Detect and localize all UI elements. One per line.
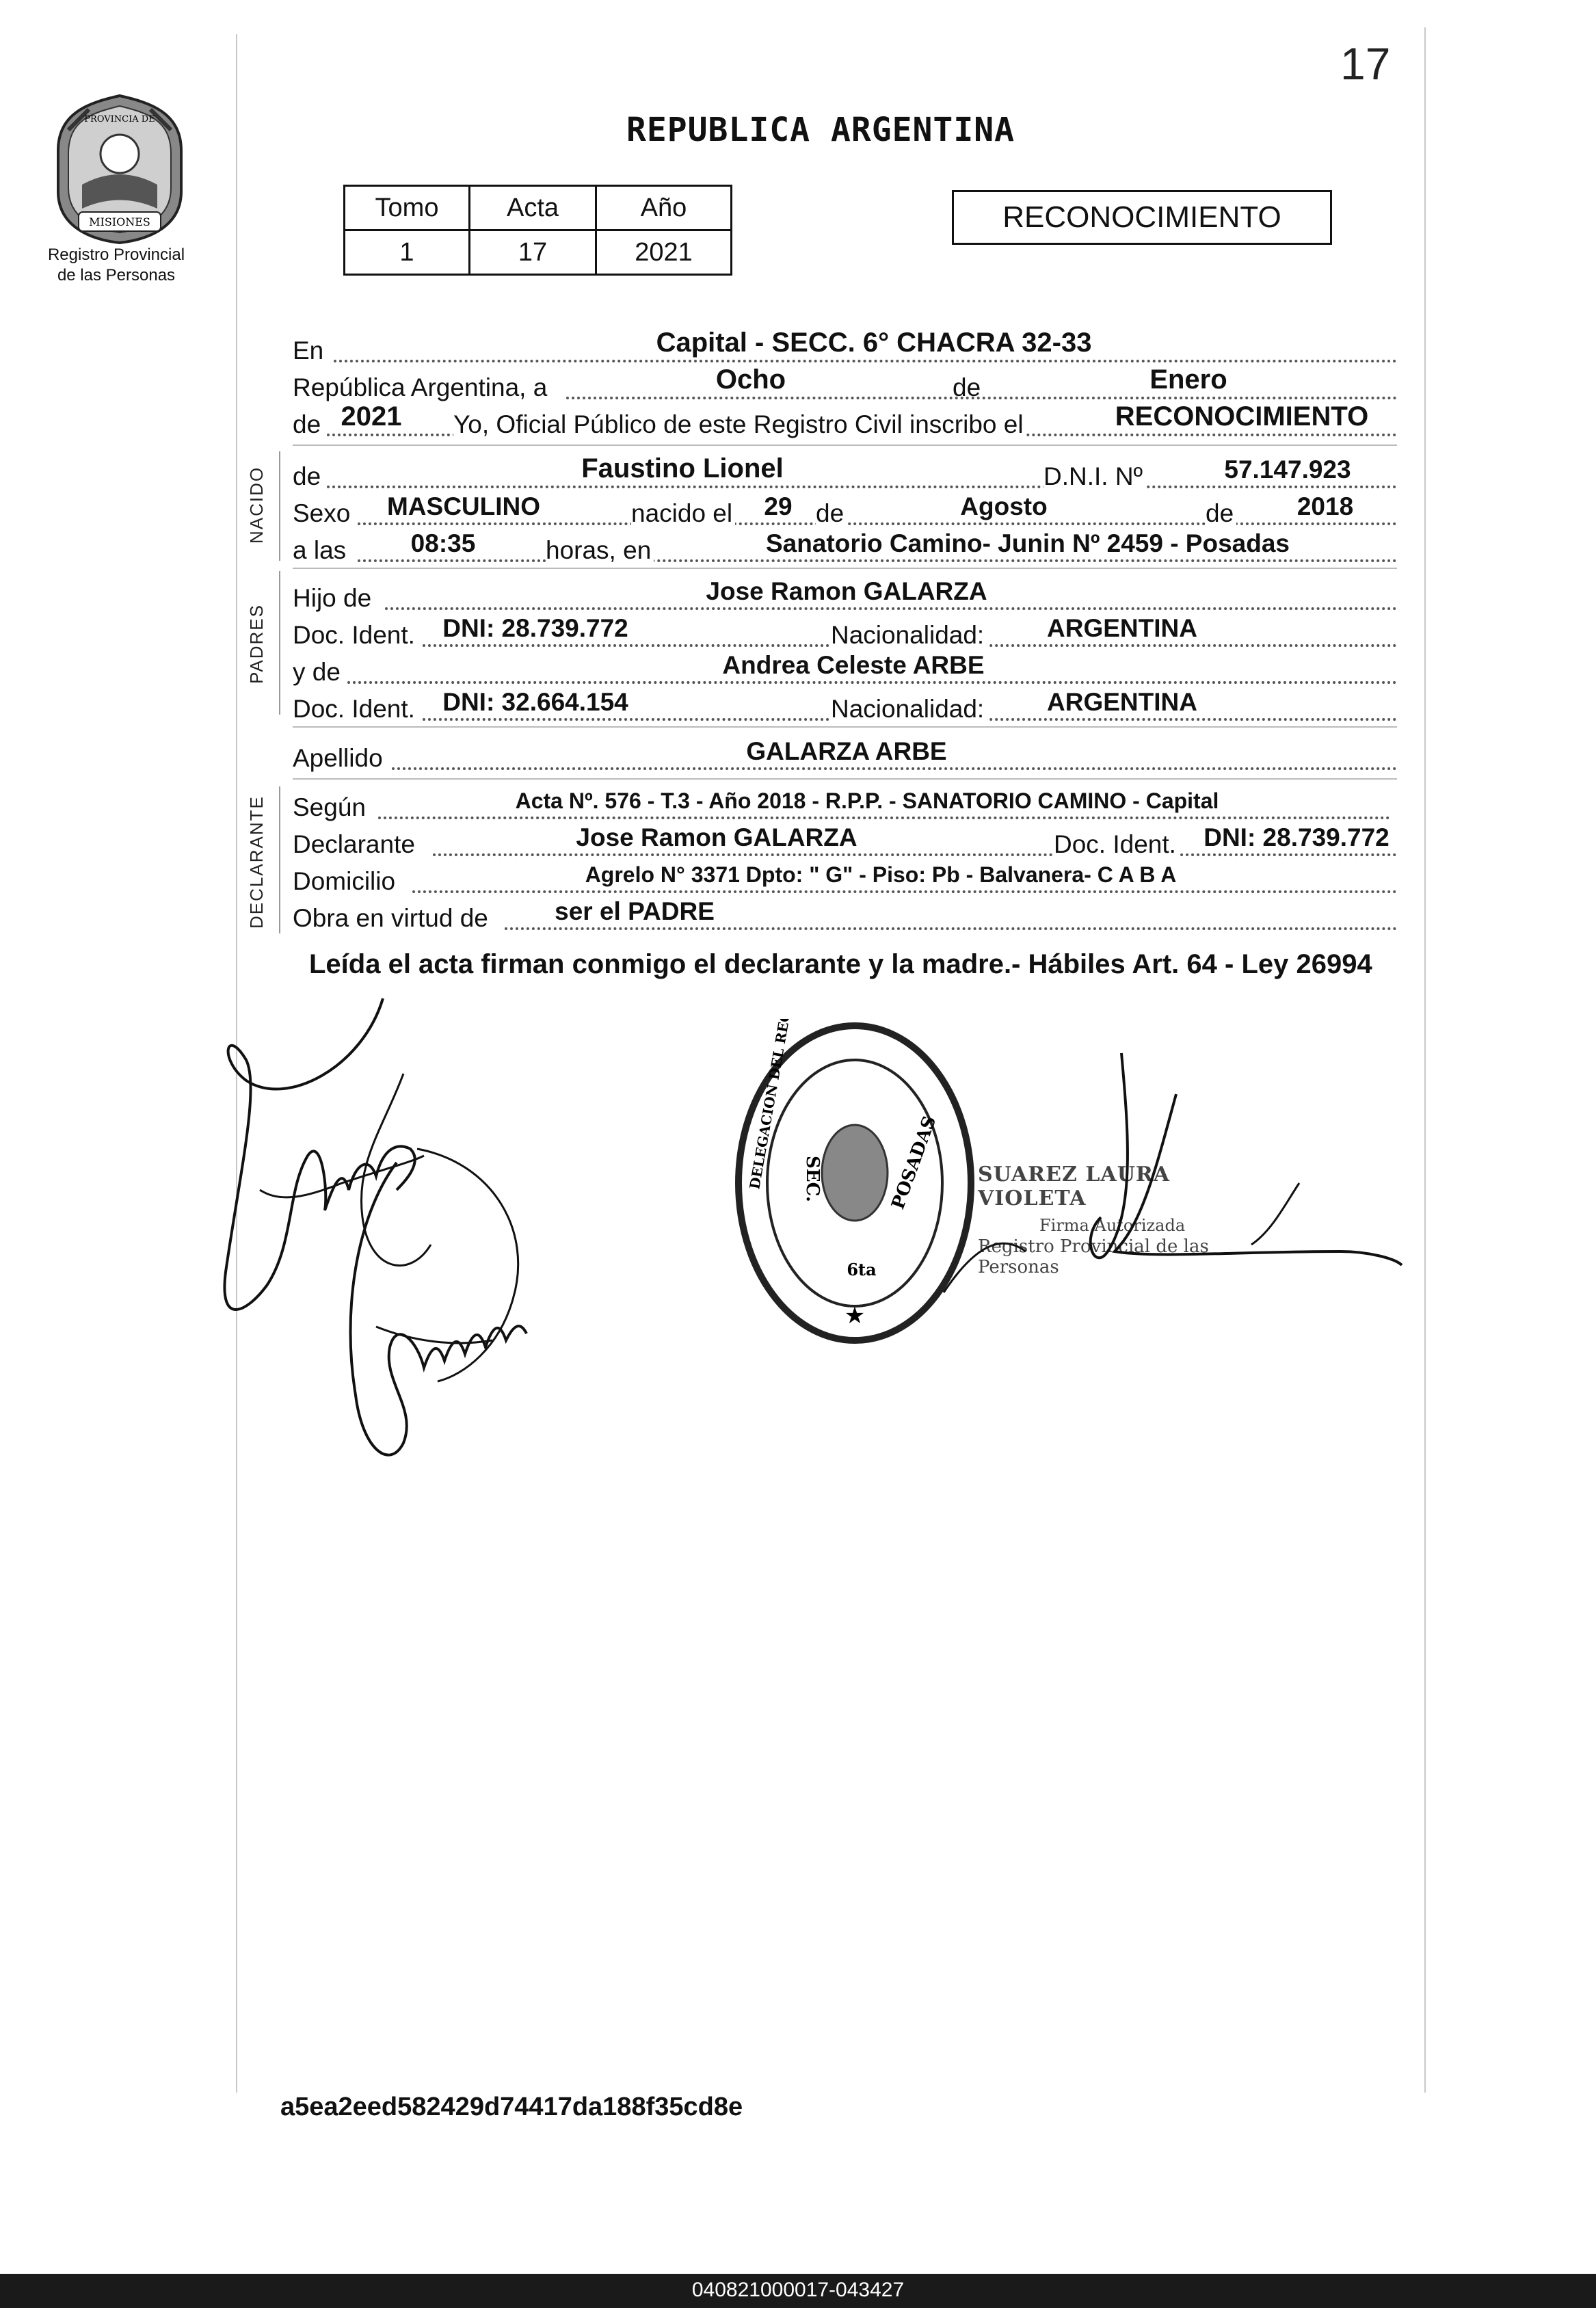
label-apellido: Apellido	[293, 744, 386, 773]
value-madre-doc: DNI: 32.664.154	[442, 688, 628, 716]
official-signature	[930, 1046, 1409, 1306]
mother-signature	[315, 1122, 561, 1491]
row-oficial	[293, 401, 1397, 439]
value-domicilio: Agrelo N° 3371 Dpto: " G" - Piso: Pb - Balvanera- C A B A	[585, 862, 1177, 887]
value-dni: 57.147.923	[1224, 455, 1351, 483]
reference-header-row	[345, 186, 732, 230]
value-declarante-doc: DNI: 28.739.772	[1203, 823, 1389, 851]
row-nombre	[293, 453, 1397, 491]
label-doc-ident-2: Doc. Ident.	[293, 695, 418, 724]
label-de-mes: de	[816, 499, 847, 528]
registro-line-2: de las Personas	[57, 266, 176, 284]
section-label-declarante: DECLARANTE	[246, 795, 267, 929]
row-segun	[293, 788, 1397, 822]
document-hash: a5ea2eed582429d74417da188f35cd8e	[280, 2093, 743, 2121]
value-segun: Acta Nº. 576 - T.3 - Año 2018 - R.P.P. - SANATORIO CAMINO - Capital	[515, 788, 1219, 813]
row-padre	[293, 579, 1397, 613]
label-domicilio: Domicilio	[293, 867, 398, 896]
crest-top-text: PROVINCIA DE	[84, 114, 155, 124]
acta-header: Acta	[470, 186, 596, 230]
stamp-star-icon: ★	[844, 1303, 866, 1329]
closing-text: Leída el acta firman conmigo el declarante y la madre.- Hábiles Art. 64 - Ley 26994	[309, 949, 1372, 979]
row-domicilio	[293, 862, 1397, 896]
label-doc-ident-decl: Doc. Ident.	[1054, 830, 1179, 859]
anio-header: Año	[596, 186, 732, 230]
label-nacionalidad-1: Nacionalidad:	[831, 621, 987, 650]
row-obra	[293, 899, 1397, 933]
value-nac-dia: 29	[764, 492, 793, 520]
declarante-bracket	[279, 786, 280, 933]
label-hijo-de: Hijo de	[293, 584, 374, 613]
row-declarante	[293, 825, 1397, 859]
rule-3	[293, 726, 1397, 728]
value-hora: 08:35	[410, 529, 476, 557]
label-y-de: y de	[293, 658, 343, 687]
act-type-box: RECONOCIMIENTO	[952, 190, 1332, 245]
reference-value-row	[345, 230, 732, 275]
row-en	[293, 328, 1397, 365]
stamp-sec-num: 6ta	[847, 1260, 877, 1279]
row-hora	[293, 531, 1397, 565]
value-sexo: MASCULINO	[386, 492, 541, 520]
nacido-bracket	[279, 451, 280, 561]
tomo-value: 1	[345, 230, 470, 275]
value-dia: Ocho	[715, 364, 786, 395]
label-horas-en: horas, en	[546, 536, 654, 565]
label-de-anio: de	[1206, 499, 1236, 528]
stamp-city: POSADAS	[888, 1113, 941, 1212]
row-madre-doc	[293, 689, 1397, 724]
label-doc-ident-1: Doc. Ident.	[293, 621, 418, 650]
document-title: REPUBLICA ARGENTINA	[626, 111, 1015, 149]
province-emblem	[48, 89, 191, 246]
row-padre-doc	[293, 615, 1397, 650]
value-apellido: GALARZA ARBE	[746, 737, 947, 765]
label-segun: Según	[293, 793, 369, 822]
padres-bracket	[279, 571, 280, 715]
value-nac-anio: 2018	[1296, 492, 1354, 520]
label-dni: D.N.I. Nº	[1043, 462, 1145, 491]
label-en: En	[293, 336, 326, 365]
authorized-line1: Firma Autorizada	[1039, 1216, 1186, 1235]
value-madre-nac: ARGENTINA	[1047, 688, 1197, 716]
row-sexo	[293, 494, 1397, 528]
authorized-name: SUAREZ LAURA VIOLETA	[978, 1163, 1171, 1210]
label-de-year: de	[293, 410, 323, 439]
label-de-month: de	[953, 373, 981, 401]
row-republica	[293, 364, 1397, 402]
row-madre	[293, 652, 1397, 687]
value-mes: Enero	[1149, 364, 1227, 395]
acta-value: 17	[470, 230, 596, 275]
reference-table	[343, 185, 732, 276]
label-declarante: Declarante	[293, 830, 418, 859]
value-nac-mes: Agosto	[960, 492, 1048, 520]
value-padre: Jose Ramon GALARZA	[706, 577, 987, 605]
authorized-line2: Registro Provincial de las Personas	[978, 1236, 1209, 1277]
coat-of-arms-icon	[48, 89, 191, 246]
value-declarante: Jose Ramon GALARZA	[576, 823, 857, 851]
registro-label	[27, 245, 205, 286]
label-nacido-el: nacido el	[631, 499, 735, 528]
stamp-sec: SEC.	[802, 1156, 823, 1202]
value-padre-doc: DNI: 28.739.772	[442, 614, 628, 642]
label-oficial: Yo, Oficial Público de este Registro Civil inscribo el	[453, 410, 1026, 439]
value-madre: Andrea Celeste ARBE	[722, 651, 985, 679]
label-sexo: Sexo	[293, 499, 353, 528]
value-padre-nac: ARGENTINA	[1047, 614, 1197, 642]
right-margin-line	[1424, 27, 1426, 2093]
anio-value: 2021	[596, 230, 732, 275]
label-obra: Obra en virtud de	[293, 904, 491, 933]
value-lugar-nac: Sanatorio Camino- Junin Nº 2459 - Posadas	[765, 529, 1290, 557]
rule-4	[293, 778, 1397, 780]
value-obra: ser el PADRE	[555, 897, 715, 925]
label-nacionalidad-2: Nacionalidad:	[831, 695, 987, 724]
section-label-padres: PADRES	[246, 604, 267, 684]
label-a-las: a las	[293, 536, 349, 565]
label-de-name: de	[293, 462, 323, 491]
rule-1	[293, 445, 1397, 446]
section-label-nacido: NACIDO	[246, 466, 267, 544]
row-apellido	[293, 739, 1397, 773]
rule-2	[293, 568, 1397, 569]
value-lugar: Capital - SECC. 6° CHACRA 32-33	[656, 328, 1092, 358]
page-number: 17	[1340, 38, 1391, 89]
value-nombre: Faustino Lionel	[581, 453, 784, 483]
label-republica: República Argentina, a	[293, 373, 550, 402]
value-tipo: RECONOCIMIENTO	[1115, 401, 1369, 432]
registro-line-1: Registro Provincial	[47, 246, 185, 264]
footer-code: 040821000017-043427	[691, 2279, 905, 2301]
value-anio: 2021	[341, 401, 402, 432]
crest-bottom-text: MISIONES	[89, 215, 150, 228]
tomo-header: Tomo	[345, 186, 470, 230]
